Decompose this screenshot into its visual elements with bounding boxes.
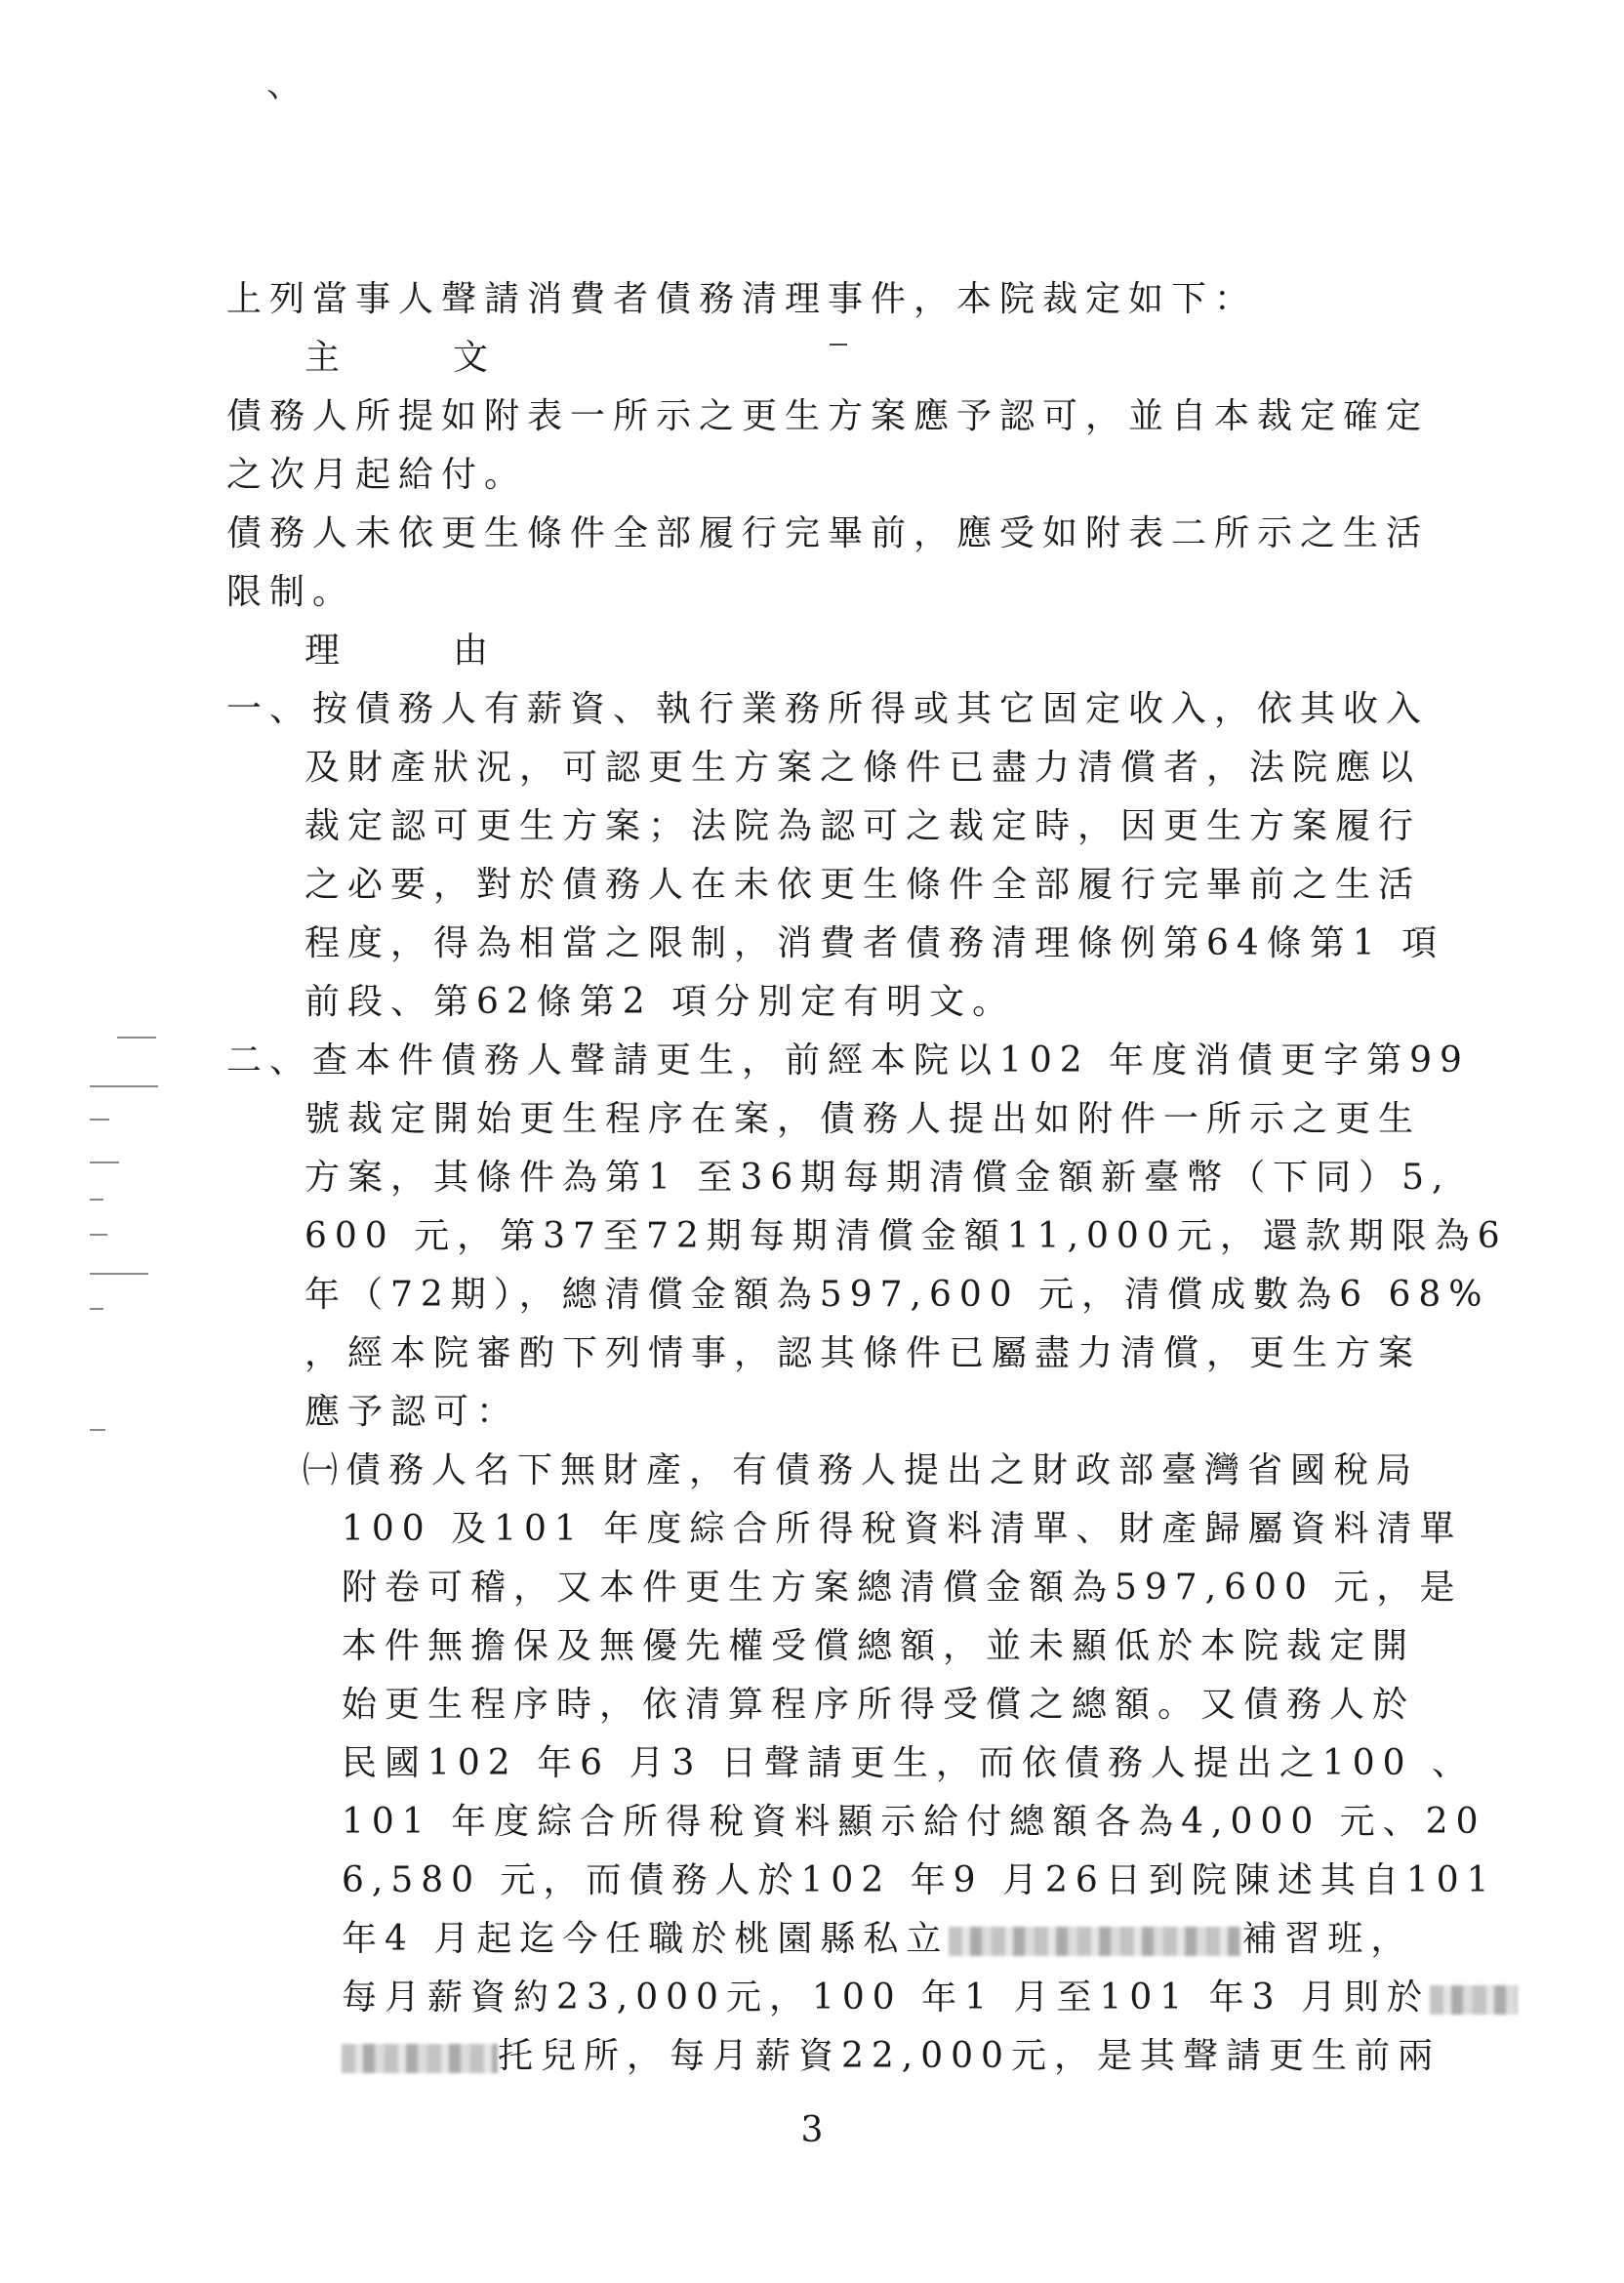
scan-speck — [117, 1037, 156, 1039]
ruling-line-2: 之次月起給付。 — [226, 455, 528, 495]
sub-1-line-11-text: 托兒所，每月薪資22,000元，是其聲請更生前兩 — [498, 2036, 1441, 2076]
redacted-name — [1430, 1985, 1518, 2015]
reason-2-line-1: 二、查本件債務人聲請更生，前經本院以102 年度消債更字第99 — [226, 1040, 1470, 1080]
redacted-name — [342, 2044, 498, 2073]
sub-1-line-11 — [342, 2034, 1441, 2079]
sub-1-line-9-text: 年4 月起迄今任職於桃園縣私立 — [342, 1919, 950, 1959]
redacted-name — [949, 1927, 1241, 1956]
reason-2-line-7: 應予認可： — [304, 1392, 520, 1432]
sub-1-line-10 — [342, 1976, 1518, 2020]
scan-speck — [90, 1162, 119, 1163]
sub-1-line-10-text: 每月薪資約23,000元，100 年1 月至101 年3 月則於 — [342, 1977, 1430, 2018]
reason-2-line-4: 600 元，第37至72期每期清償金額11,000元，還款期限為6 — [304, 1216, 1508, 1256]
scan-speck — [90, 1308, 103, 1310]
scan-corner-mark: 丶 — [262, 84, 284, 109]
reason-1-line-5: 程度，得為相當之限制，消費者債務清理條例第64條第1 項 — [304, 923, 1445, 963]
reason-1-line-1: 一、按債務人有薪資、執行業務所得或其它固定收入，依其收入 — [226, 689, 1430, 729]
scan-speck — [90, 1085, 158, 1087]
intro-line: 上列當事人聲請消費者債務清理事件，本院裁定如下： — [226, 279, 1258, 319]
scan-speck — [90, 1234, 107, 1236]
sub-1-line-4: 本件無擔保及無優先權受償總額，並未顯低於本院裁定開 — [342, 1626, 1416, 1666]
ruling-line-3: 債務人未依更生條件全部履行完畢前，應受如附表二所示之生活 — [226, 513, 1430, 553]
sub-1-line-5: 始更生程序時，依清算程序所得受償之總額。又債務人於 — [342, 1685, 1416, 1725]
page-number: 3 — [800, 2110, 824, 2150]
reason-2-line-3: 方案，其條件為第1 至36期每期清償金額新臺幣（下同）5, — [304, 1158, 1451, 1198]
reason-1-line-4: 之必要，對於債務人在未依更生條件全部履行完畢前之生活 — [304, 865, 1422, 905]
scan-speck — [90, 1429, 105, 1431]
ruling-line-1: 債務人所提如附表一所示之更生方案應予認可，並自本裁定確定 — [226, 396, 1430, 436]
sub-1-line-9 — [342, 1917, 1413, 1962]
sub-1-line-6: 民國102 年6 月3 日聲請更生，而依債務人提出之100 、 — [342, 1743, 1476, 1783]
sub-1-line-2: 100 及101 年度綜合所得稅資料清單、財產歸屬資料清單 — [342, 1509, 1463, 1549]
reason-1-line-6: 前段、第62條第2 項分別定有明文。 — [304, 982, 1016, 1022]
sub-1-line-8: 6,580 元，而債務人於102 年9 月26日到院陳述其自101 — [342, 1860, 1497, 1900]
ruling-line-4: 限制。 — [226, 572, 356, 612]
reason-1-line-2: 及財產狀況，可認更生方案之條件已盡力清償者，法院應以 — [304, 748, 1422, 788]
scan-speck — [830, 344, 847, 346]
reason-2-line-6: ，經本院審酌下列情事，認其條件已屬盡力清償，更生方案 — [304, 1333, 1422, 1373]
scan-speck — [90, 1119, 109, 1121]
sub-1-line-3: 附卷可稽，又本件更生方案總清償金額為597,600 元，是 — [342, 1568, 1463, 1608]
heading-main-text: 主 文 — [304, 338, 528, 378]
scan-speck — [90, 1273, 148, 1275]
heading-reasons: 理 由 — [304, 631, 528, 671]
reason-2-line-5: 年（72期），總清償金額為597,600 元，清償成數為6 68% — [304, 1275, 1490, 1315]
scan-speck — [90, 1199, 103, 1201]
sub-1-line-7: 101 年度綜合所得稅資料顯示給付總額各為4,000 元、20 — [342, 1802, 1486, 1842]
sub-1-line-1: ㈠債務人名下無財產，有債務人提出之財政部臺灣省國稅局 — [303, 1450, 1420, 1490]
sub-1-line-9-tail: 補習班， — [1241, 1919, 1414, 1959]
reason-2-line-2: 號裁定開始更生程序在案，債務人提出如附件一所示之更生 — [304, 1099, 1422, 1139]
reason-1-line-3: 裁定認可更生方案；法院為認可之裁定時，因更生方案履行 — [304, 806, 1422, 846]
